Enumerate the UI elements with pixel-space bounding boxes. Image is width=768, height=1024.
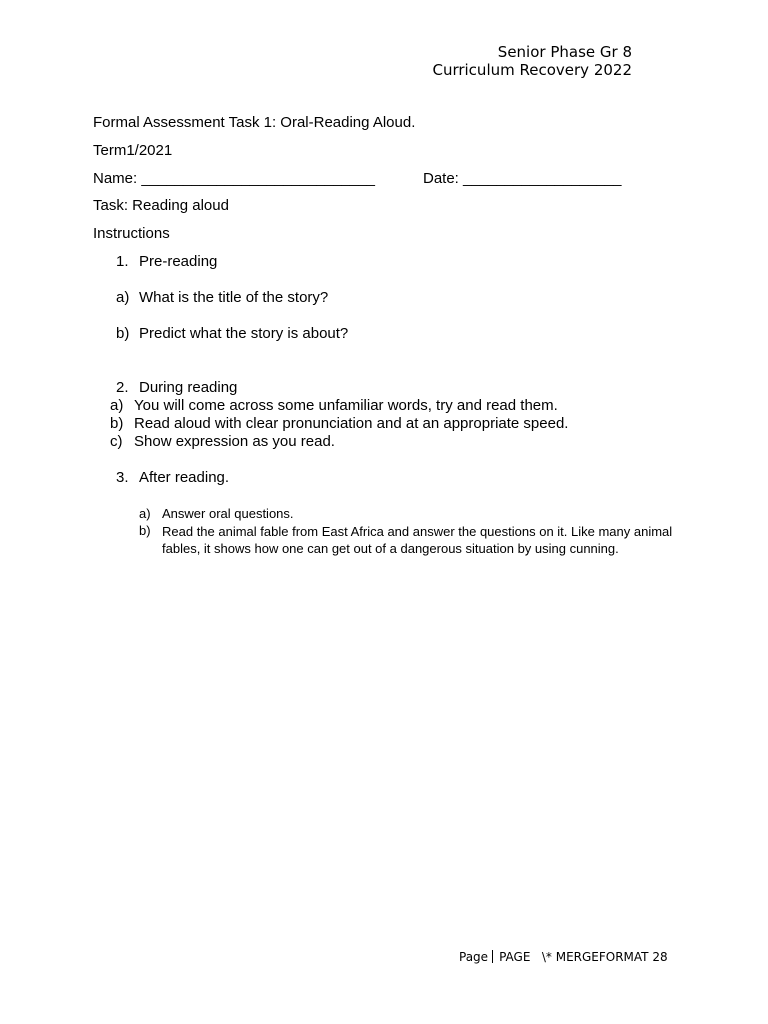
list-marker: b)	[139, 523, 151, 538]
footer-separator	[492, 950, 493, 963]
list-marker: b)	[116, 325, 130, 342]
section-label-after-reading: After reading.	[139, 469, 230, 486]
footer-page-field: PAGE \* MERGEFORMAT 28	[499, 950, 668, 964]
list-marker: a)	[139, 506, 151, 521]
section-label-pre-reading: Pre-reading	[139, 253, 218, 270]
section-label-during-reading: During reading	[139, 379, 238, 396]
list-item: You will come across some unfamiliar words, try and read them.	[134, 397, 558, 414]
name-field: Name: ____________________________	[93, 170, 375, 187]
term-label: Term1/2021	[93, 142, 173, 159]
list-marker: b)	[110, 415, 124, 432]
list-item: Show expression as you read.	[134, 433, 335, 450]
page-footer	[459, 950, 668, 964]
section-number-2: 2.	[116, 379, 129, 396]
section-number-1: 1.	[116, 253, 129, 270]
task-line: Task: Reading aloud	[93, 197, 229, 214]
list-marker: a)	[116, 289, 130, 306]
list-item: Answer oral questions.	[162, 506, 294, 521]
footer-page-label: Page	[459, 950, 489, 964]
date-field: Date: ___________________	[423, 170, 622, 187]
list-marker: c)	[110, 433, 123, 450]
list-item: What is the title of the story?	[139, 289, 329, 306]
list-item: Predict what the story is about?	[139, 325, 349, 342]
list-marker: a)	[110, 397, 124, 414]
list-item: Read the animal fable from East Africa and answer the questions on it. Like many animal fables, it shows how one can get out of a dangerous situation by using cunning.	[162, 524, 673, 556]
header-line-2: Curriculum Recovery 2022	[432, 61, 632, 79]
task-title: Formal Assessment Task 1: Oral-Reading Aloud.	[93, 114, 416, 131]
list-item: Read aloud with clear pronunciation and at an appropriate speed.	[134, 415, 569, 432]
section-number-3: 3.	[116, 469, 129, 486]
instructions-heading: Instructions	[93, 225, 170, 242]
header-line-1: Senior Phase Gr 8	[497, 43, 632, 61]
